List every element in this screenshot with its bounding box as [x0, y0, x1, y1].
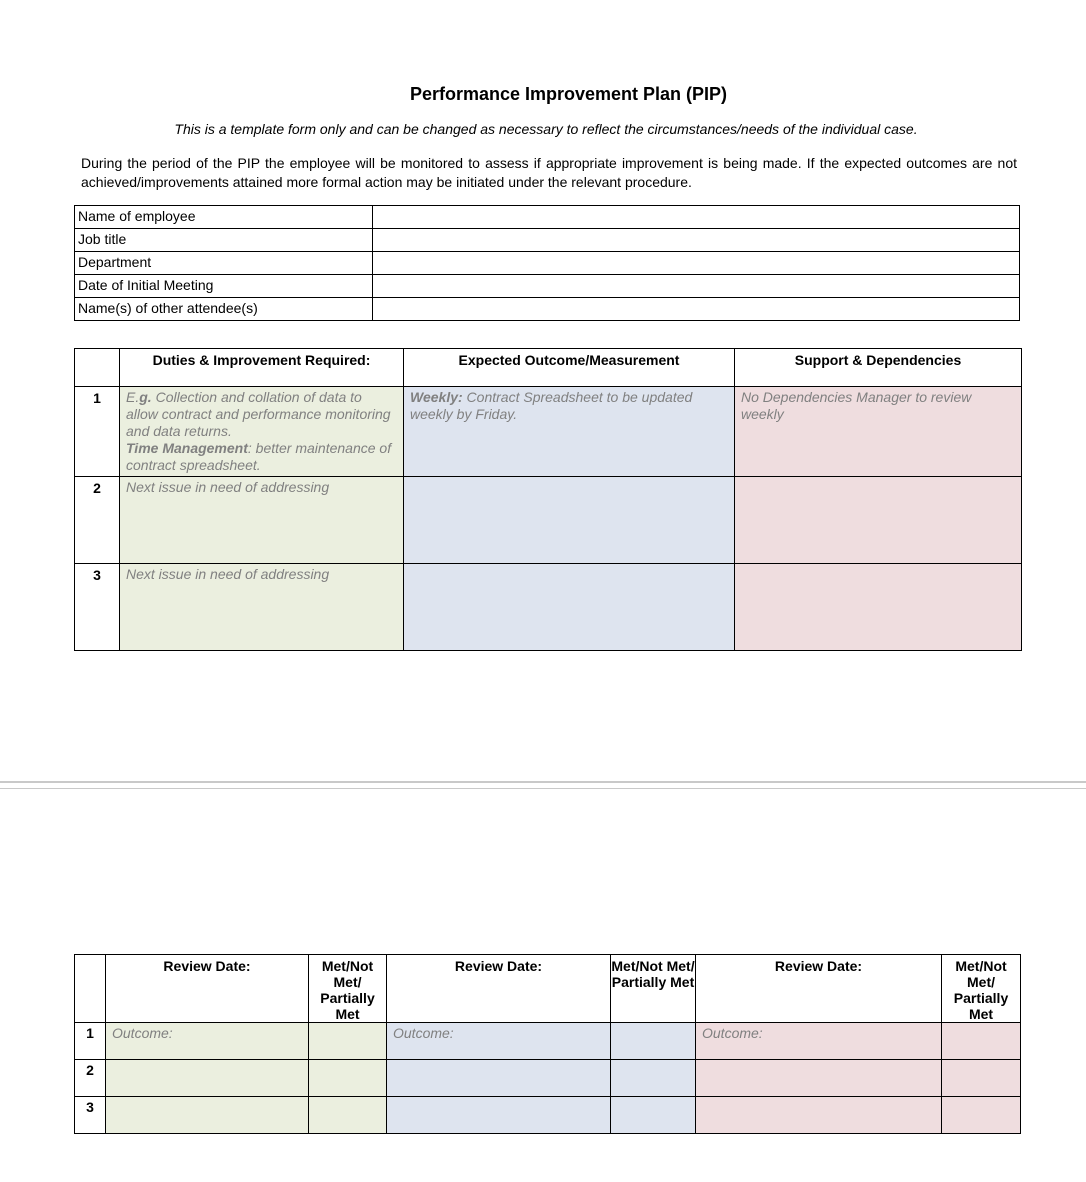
- duties-header-duties: Duties & Improvement Required:: [120, 349, 404, 387]
- info-row: [75, 298, 1020, 321]
- info-row: [75, 252, 1020, 275]
- page-title: Performance Improvement Plan (PIP): [409, 84, 728, 104]
- duty-text: Collection and collation of data to allow contract and performance monitoring and data returns.: [126, 389, 391, 439]
- row-number: 2: [75, 1060, 106, 1097]
- review-date-header: Review Date:: [106, 955, 309, 1023]
- row-number: 3: [75, 1097, 106, 1134]
- page-break-line: [0, 781, 1086, 783]
- met-status-cell[interactable]: [611, 1023, 696, 1060]
- info-label: Date of Initial Meeting: [75, 275, 373, 298]
- info-label: Department: [75, 252, 373, 275]
- met-status-header: Met/Not Met/ Partially Met: [309, 955, 387, 1023]
- duty-prefix: E.: [126, 389, 140, 405]
- support-cell[interactable]: [735, 477, 1022, 564]
- info-row: [75, 229, 1020, 252]
- duties-row: [75, 387, 1022, 477]
- duties-header-support: Support & Dependencies: [735, 349, 1022, 387]
- row-number: 1: [75, 1023, 106, 1060]
- employee-info-table: [74, 205, 1020, 321]
- page-break-line: [0, 788, 1086, 789]
- attendees-field[interactable]: [373, 298, 1020, 321]
- duty-text-2: : better maintenance of contract spreadsheet.: [126, 440, 392, 473]
- row-number: 2: [75, 477, 120, 564]
- review-outcome-cell[interactable]: [387, 1097, 611, 1134]
- review-date-header: Review Date:: [696, 955, 942, 1023]
- review-row: [75, 1097, 1021, 1134]
- review-outcome-cell[interactable]: Outcome:: [387, 1023, 611, 1060]
- review-outcome-cell[interactable]: Outcome:: [106, 1023, 309, 1060]
- row-number: 1: [75, 387, 120, 477]
- outcome-bold: Weekly:: [410, 389, 463, 405]
- met-status-cell[interactable]: [942, 1060, 1021, 1097]
- met-status-cell[interactable]: [611, 1060, 696, 1097]
- duties-row: [75, 564, 1022, 651]
- info-row: [75, 275, 1020, 298]
- met-status-cell[interactable]: [309, 1097, 387, 1134]
- review-outcome-cell[interactable]: [696, 1097, 942, 1134]
- info-label: Name of employee: [75, 206, 373, 229]
- duty-cell[interactable]: Next issue in need of addressing: [120, 477, 404, 564]
- duties-header-row: [75, 349, 1022, 387]
- outcome-cell[interactable]: [404, 387, 735, 477]
- review-outcome-cell[interactable]: [106, 1097, 309, 1134]
- duties-table: [74, 348, 1022, 651]
- outcome-text: Contract Spreadsheet to be updated weekly by Friday.: [410, 389, 693, 422]
- review-header-num: [75, 955, 106, 1023]
- review-outcome-cell[interactable]: [106, 1060, 309, 1097]
- review-table: [74, 954, 1021, 1134]
- template-note: This is a template form only and can be changed as necessary to reflect the circumstances/needs of the individual case.: [174, 121, 918, 137]
- met-status-cell[interactable]: [309, 1023, 387, 1060]
- met-status-cell[interactable]: [942, 1023, 1021, 1060]
- info-row: [75, 206, 1020, 229]
- job-title-field[interactable]: [373, 229, 1020, 252]
- support-cell[interactable]: [735, 564, 1022, 651]
- duty-bold: g.: [139, 389, 152, 405]
- review-row: [75, 1060, 1021, 1097]
- support-cell[interactable]: No Dependencies Manager to review weekly: [735, 387, 1022, 477]
- duty-bold-2: Time Management: [126, 440, 248, 456]
- review-header-row: [75, 955, 1021, 1023]
- department-field[interactable]: [373, 252, 1020, 275]
- duty-cell[interactable]: [120, 387, 404, 477]
- review-outcome-cell[interactable]: [696, 1060, 942, 1097]
- outcome-cell[interactable]: [404, 477, 735, 564]
- employee-name-field[interactable]: [373, 206, 1020, 229]
- meeting-date-field[interactable]: [373, 275, 1020, 298]
- met-status-cell[interactable]: [611, 1097, 696, 1134]
- duties-header-num: [75, 349, 120, 387]
- duties-row: [75, 477, 1022, 564]
- review-outcome-cell[interactable]: [387, 1060, 611, 1097]
- row-number: 3: [75, 564, 120, 651]
- review-row: [75, 1023, 1021, 1060]
- intro-paragraph: During the period of the PIP the employee will be monitored to assess if appropriate improvement is being made. If the expected outcomes are not achieved/improvements attained more formal action may be initiated under the relevant procedure.: [81, 155, 1017, 190]
- review-outcome-cell[interactable]: Outcome:: [696, 1023, 942, 1060]
- met-status-cell[interactable]: [309, 1060, 387, 1097]
- info-label: Name(s) of other attendee(s): [75, 298, 373, 321]
- outcome-cell[interactable]: [404, 564, 735, 651]
- duty-cell[interactable]: Next issue in need of addressing: [120, 564, 404, 651]
- met-status-header: Met/Not Met/ Partially Met: [611, 955, 696, 1023]
- met-status-cell[interactable]: [942, 1097, 1021, 1134]
- review-date-header: Review Date:: [387, 955, 611, 1023]
- info-label: Job title: [75, 229, 373, 252]
- duties-header-outcome: Expected Outcome/Measurement: [404, 349, 735, 387]
- met-status-header: Met/Not Met/ Partially Met: [942, 955, 1021, 1023]
